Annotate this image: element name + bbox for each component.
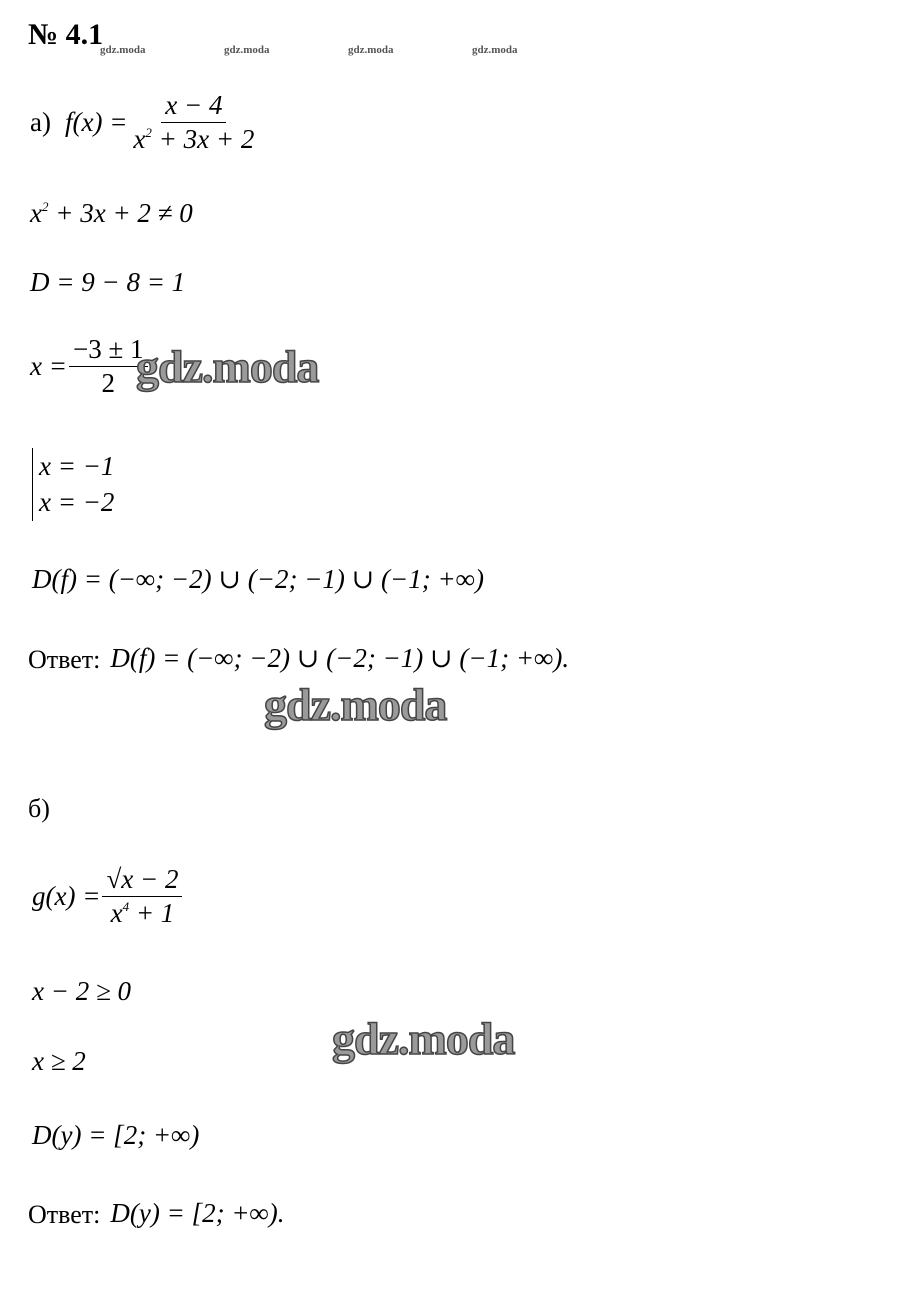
domain-f: D(f) = (−∞; −2) ∪ (−2; −1) ∪ (−1; +∞) [32, 564, 484, 594]
root-2: x = −2 [39, 487, 115, 518]
function-f-denominator [129, 123, 258, 153]
watermark-large: gdz.moda [264, 679, 447, 730]
answer-b-label: Ответ: [28, 1200, 101, 1229]
problem-title: № 4.1 [28, 18, 104, 51]
den-base: x [110, 898, 123, 928]
den-rest: + 1 [129, 898, 175, 928]
watermark-small: gdz.moda [348, 44, 394, 56]
cond-rest: + 3x + 2 ≠ 0 [48, 198, 193, 228]
function-f-fraction [129, 92, 258, 153]
den-exponent: 2 [145, 125, 152, 140]
watermark-large: gdz.moda [136, 341, 319, 392]
watermark-small: gdz.moda [472, 44, 518, 56]
condition-x-ge-2: x ≥ 2 [32, 1046, 86, 1076]
domain-y: D(y) = [2; +∞) [32, 1120, 200, 1150]
roots-formula [30, 336, 150, 397]
function-f-numerator: x − 4 [161, 92, 226, 123]
cond-base: x [30, 198, 42, 228]
part-b-label: б) [28, 794, 50, 823]
den-exponent: 4 [122, 899, 130, 914]
roots-set-bracket [32, 448, 114, 521]
answer-a-label: Ответ: [28, 645, 101, 674]
den-rest: + 3x + 2 [151, 124, 255, 154]
cond-exponent: 2 [41, 199, 49, 214]
function-g-lhs: g(x) = [32, 881, 101, 911]
answer-a-value: D(f) = (−∞; −2) ∪ (−2; −1) ∪ (−1; +∞). [110, 643, 570, 673]
part-a-label: а) [30, 107, 51, 137]
den-base: x [133, 124, 146, 154]
function-f-definition [30, 92, 260, 153]
roots-denominator: 2 [101, 368, 115, 398]
watermark-large: gdz.moda [332, 1013, 515, 1064]
answer-a [28, 645, 569, 675]
watermark-small: gdz.moda [224, 44, 270, 56]
root-1: x = −1 [39, 451, 115, 481]
function-g-fraction [102, 866, 182, 927]
function-g-numerator: √x − 2 [102, 866, 182, 897]
function-g-denominator [107, 897, 179, 927]
condition-nonzero [30, 200, 193, 227]
answer-b-value: D(y) = [2; +∞). [110, 1198, 285, 1228]
condition-root: x − 2 ≥ 0 [32, 976, 132, 1006]
answer-b [28, 1200, 285, 1230]
discriminant: D = 9 − 8 = 1 [30, 267, 186, 297]
function-f-lhs: f(x) = [64, 107, 128, 137]
roots-numerator: −3 ± 1 [69, 336, 148, 367]
watermark-small: gdz.moda [100, 44, 146, 56]
roots-lhs: x = [30, 351, 67, 381]
function-g-definition [32, 866, 184, 927]
